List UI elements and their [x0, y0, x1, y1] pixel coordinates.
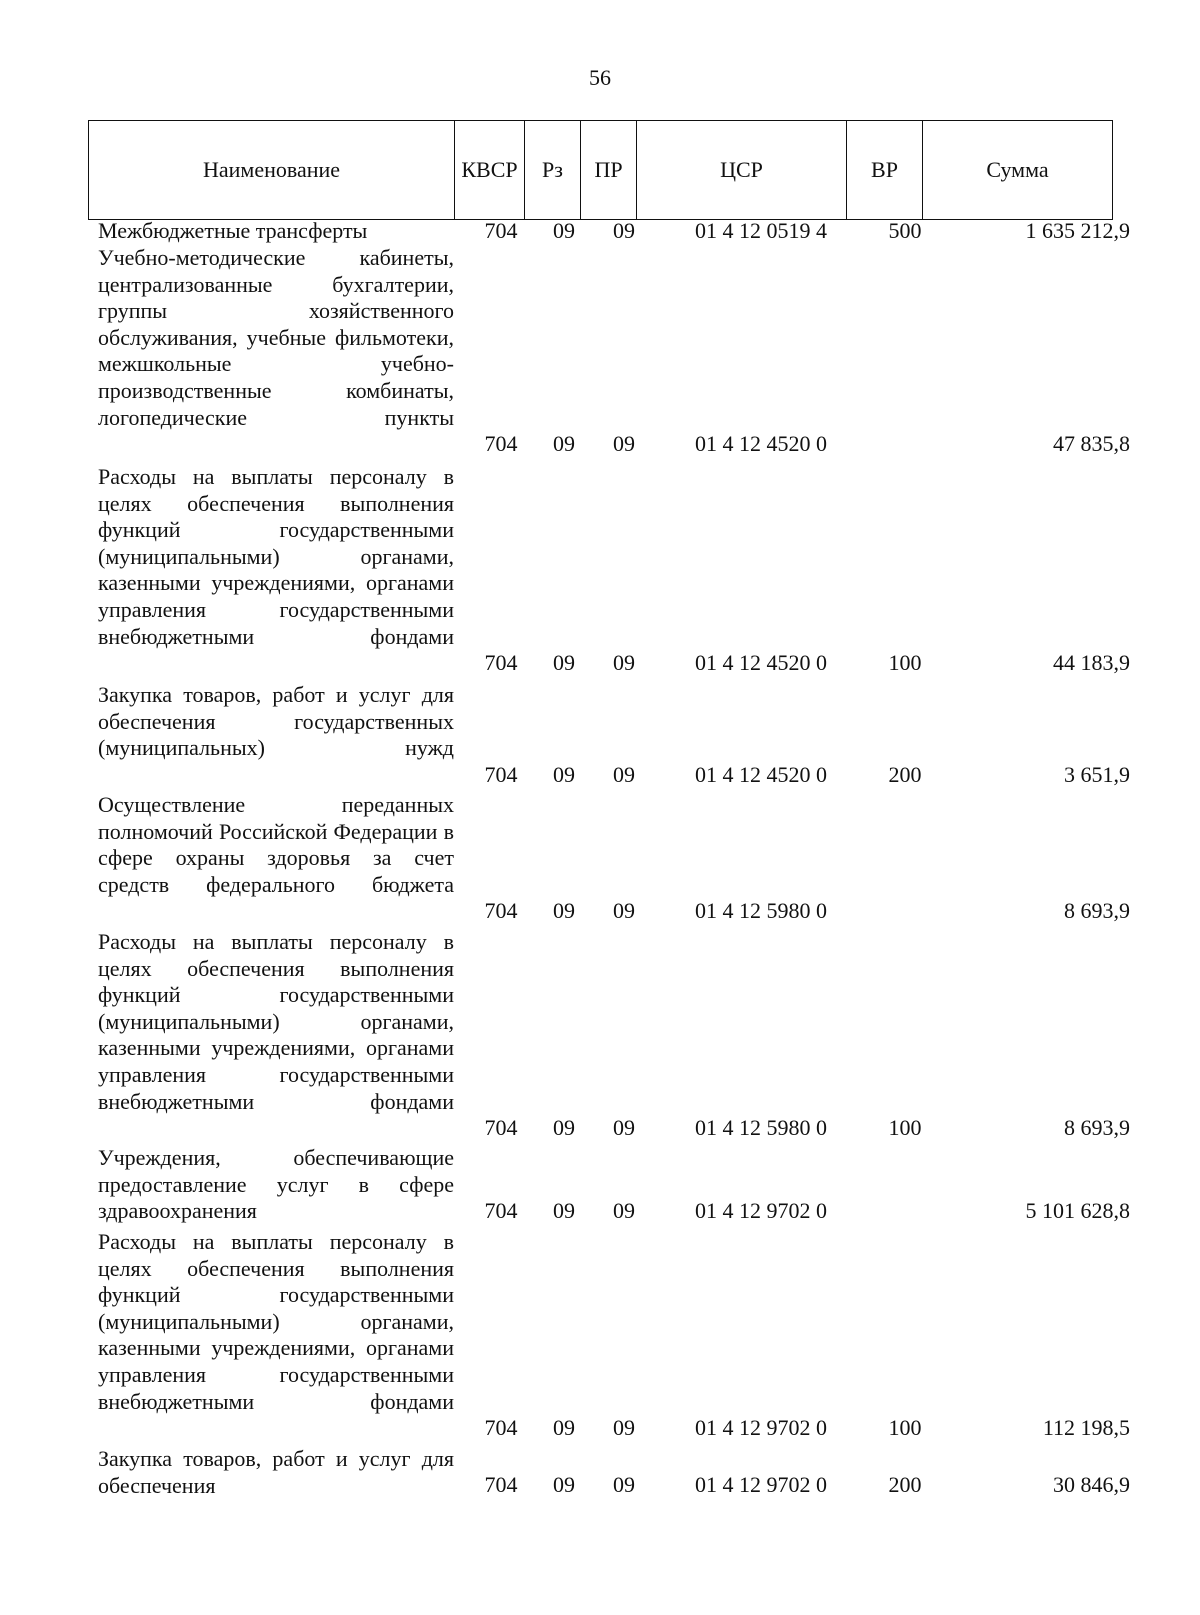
- table-row: [0, 1229, 1200, 1442]
- table-row: [0, 929, 1200, 1142]
- row-csr: 01 4 12 9702 0: [695, 1198, 827, 1223]
- row-csr: 01 4 12 0519 4: [695, 218, 827, 243]
- row-rz: 09: [553, 218, 575, 243]
- row-rz: 09: [553, 1472, 575, 1497]
- row-csr: 01 4 12 4520 0: [695, 650, 827, 675]
- row-vr: 100: [888, 650, 922, 675]
- row-name: Закупка товаров, работ и услуг для обеспечения: [98, 1446, 454, 1498]
- header-sum: Сумма: [923, 121, 1113, 220]
- header-vr: ВР: [847, 121, 923, 220]
- row-kvsr: 704: [484, 218, 518, 243]
- row-kvsr: 704: [484, 431, 518, 456]
- row-kvsr: 704: [484, 1198, 518, 1223]
- table-row: [0, 245, 1200, 458]
- row-pr: 09: [613, 1415, 635, 1440]
- row-csr: 01 4 12 4520 0: [695, 762, 827, 787]
- table-row: [0, 1446, 1200, 1500]
- row-kvsr: 704: [484, 898, 518, 923]
- row-sum: 112 198,5: [1042, 1415, 1130, 1440]
- row-name: Расходы на выплаты персоналу в целях обеспечения выполнения функций государственными (муниципальными) органами, казенными учреждениями, органами управления государственными внебюджетными фондами: [98, 929, 454, 1114]
- row-pr: 09: [613, 1198, 635, 1223]
- row-kvsr: 704: [484, 650, 518, 675]
- row-rz: 09: [553, 431, 575, 456]
- row-name: Осуществление переданных полномочий Российской Федерации в сфере охраны здоровья за счет средств федерального бюджета: [98, 792, 454, 897]
- table-header: [88, 120, 1113, 220]
- row-pr: 09: [613, 1472, 635, 1497]
- header-csr: ЦСР: [637, 121, 847, 220]
- row-sum: 44 183,9: [1053, 650, 1130, 675]
- row-rz: 09: [553, 1198, 575, 1223]
- row-csr: 01 4 12 4520 0: [695, 431, 827, 456]
- table-row: [0, 464, 1200, 677]
- row-vr: 100: [888, 1115, 922, 1140]
- header-name: Наименование: [89, 121, 455, 220]
- header-pr: ПР: [581, 121, 637, 220]
- row-sum: 8 693,9: [1064, 898, 1130, 923]
- row-rz: 09: [553, 650, 575, 675]
- row-sum: 47 835,8: [1053, 431, 1130, 456]
- row-kvsr: 704: [484, 1115, 518, 1140]
- row-vr: 100: [888, 1415, 922, 1440]
- table-row: [0, 218, 1200, 245]
- row-pr: 09: [613, 650, 635, 675]
- row-rz: 09: [553, 1115, 575, 1140]
- row-csr: 01 4 12 9702 0: [695, 1415, 827, 1440]
- row-name: Расходы на выплаты персоналу в целях обеспечения выполнения функций государственными (муниципальными) органами, казенными учреждениями, органами управления государственными внебюджетными фондами: [98, 464, 454, 649]
- header-rz: Рз: [525, 121, 581, 220]
- row-sum: 1 635 212,9: [1025, 218, 1130, 243]
- row-name: Закупка товаров, работ и услуг для обеспечения государственных (муниципальных) нужд: [98, 682, 454, 761]
- row-sum: 30 846,9: [1053, 1472, 1130, 1497]
- row-pr: 09: [613, 898, 635, 923]
- row-pr: 09: [613, 431, 635, 456]
- row-name: Учебно-методические кабинеты, централизованные бухгалтерии, группы хозяйственного обслуживания, учебные фильмотеки, межшкольные учебно-производственные комбинаты, логопедические пункты: [98, 245, 454, 430]
- row-sum: 5 101 628,8: [1025, 1198, 1130, 1223]
- page-number: 56: [589, 65, 611, 90]
- table-row: [0, 792, 1200, 925]
- row-pr: 09: [613, 218, 635, 243]
- row-kvsr: 704: [484, 1472, 518, 1497]
- table-row: [0, 1145, 1200, 1225]
- row-vr: 500: [888, 218, 922, 243]
- row-rz: 09: [553, 1415, 575, 1440]
- header-kvsr: КВСР: [455, 121, 525, 220]
- row-pr: 09: [613, 762, 635, 787]
- row-sum: 3 651,9: [1064, 762, 1130, 787]
- row-sum: 8 693,9: [1064, 1115, 1130, 1140]
- row-csr: 01 4 12 9702 0: [695, 1472, 827, 1497]
- row-csr: 01 4 12 5980 0: [695, 898, 827, 923]
- row-vr: 200: [888, 762, 922, 787]
- row-vr: 200: [888, 1472, 922, 1497]
- table-row: [0, 682, 1200, 788]
- row-name: Межбюджетные трансферты: [98, 218, 368, 243]
- row-rz: 09: [553, 762, 575, 787]
- row-name: Расходы на выплаты персоналу в целях обеспечения выполнения функций государственными (муниципальными) органами, казенными учреждениями, органами управления государственными внебюджетными фондами: [98, 1229, 454, 1414]
- row-pr: 09: [613, 1115, 635, 1140]
- row-kvsr: 704: [484, 762, 518, 787]
- row-name: Учреждения, обеспечивающие предоставление услуг в сфере здравоохранения: [98, 1145, 454, 1224]
- row-csr: 01 4 12 5980 0: [695, 1115, 827, 1140]
- row-kvsr: 704: [484, 1415, 518, 1440]
- row-rz: 09: [553, 898, 575, 923]
